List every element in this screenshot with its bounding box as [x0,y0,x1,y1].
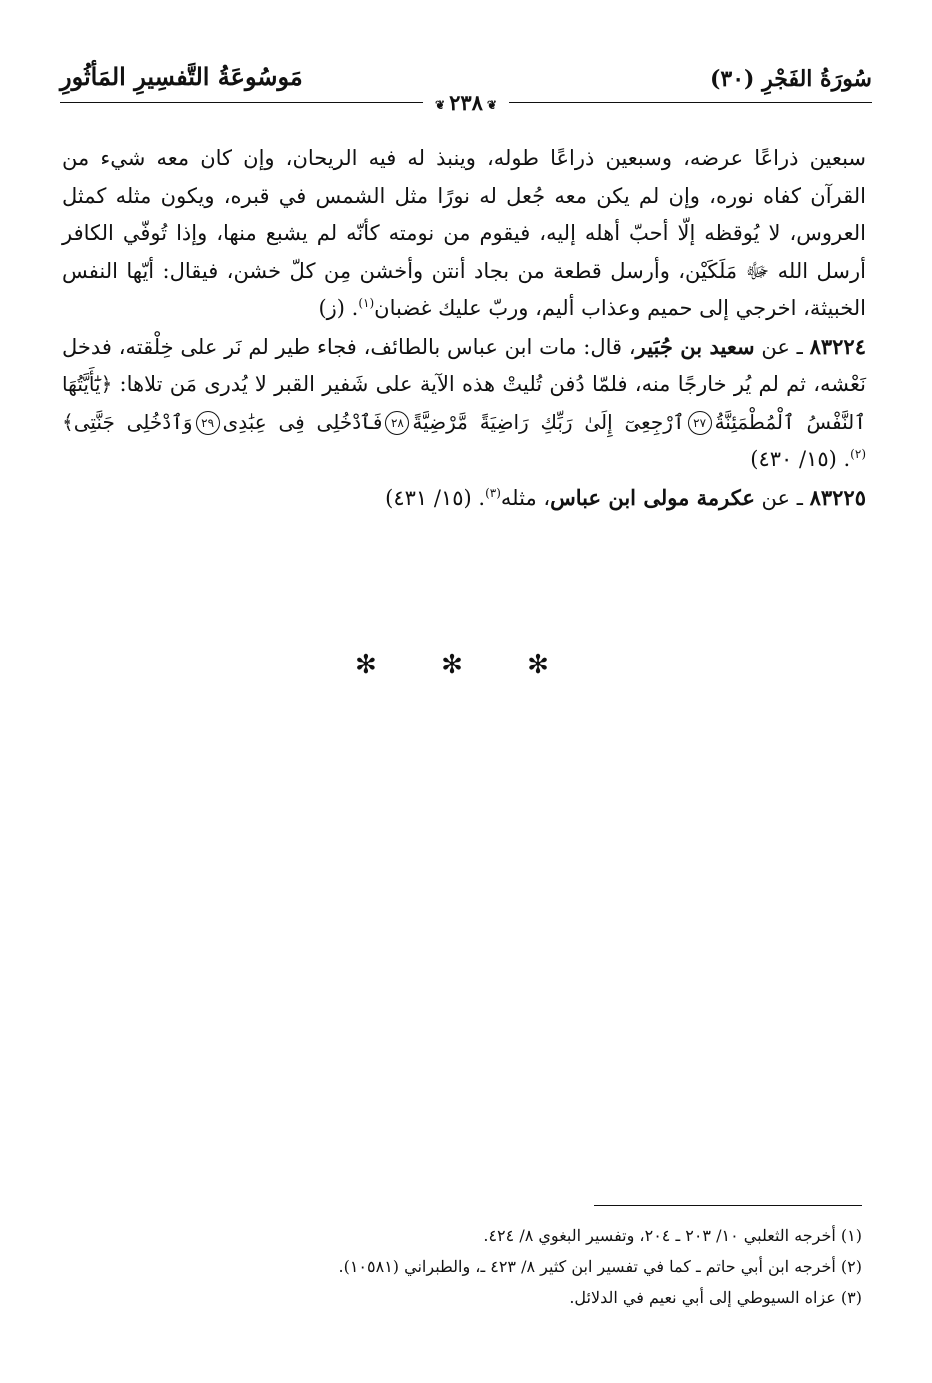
book-title: مَوسُوعَةُ التَّفسِيرِ المَأثُورِ [60,62,303,91]
page-number-block [423,90,509,115]
narration-83224 [62,328,866,479]
reference: . (١٥/ ٤٣٠) [750,447,851,471]
reference: . (١٥/ ٤٣١) [385,485,486,510]
quran-bracket-close: ﴾ [62,409,74,434]
ayah-number-28: ٢٨ [385,411,409,435]
reference: . (ز) [318,296,359,320]
verse-29: فَٱدْخُلِى فِى عِبَٰدِى [222,409,383,434]
ornament-icon: ❦ [435,97,446,112]
page-header [60,58,872,118]
narration-number: ٨٣٢٢٥ [809,484,866,510]
footnote-rule [594,1205,862,1206]
paragraph-1 [62,140,866,328]
verse-30: وَٱدْخُلِى جَنَّتِى [73,409,193,434]
footnote-3: (٣) عزاه السيوطي إلى أبي نعيم في الدلائل. [569,1288,862,1307]
ayah-number-27: ٢٧ [688,411,712,435]
main-text [62,140,866,517]
narration-lead: ـ عن [754,334,803,359]
narration-number: ٨٣٢٢٤ [809,333,866,359]
quran-bracket-open: ﴿ [100,372,113,396]
page-number: ٢٣٨ [449,90,483,115]
narrator-name: عكرمة مولى ابن عباس [550,484,755,510]
paragraph-text: سبعين ذراعًا عرضه، وسبعين ذراعًا طوله، وينبذ له فيه الريحان، وإن كان معه شيء من القرآن كفاه نوره، وإن لم يكن معه جُعل له نورًا مثل الشمس في قبره، ويكون مثله كمثل العروس، لا يُوقظه إلّا أحبّ أهله إليه، فيقوم من نومته كأنّه لم يشبع منها، وإذا تُوفّي الكافر أرسل الله ﷻ مَلَكَيْن، وأرسل قطعة من بجاد أنتن وأخشن مِن كلّ خشن، فيقال: أيّها النفس الخبيثة، اخرجي إلى حميم وعذاب أليم، وربّ عليك غضبان [62,146,866,320]
narrator-name: سعيد بن جُبَير [635,333,755,359]
narration-text: ، مثله [500,485,551,510]
ayah-number-29: ٢٩ [196,411,220,435]
verse-28: ٱرْجِعِىٓ إِلَىٰ رَبِّكِ رَاضِيَةً مَّرْضِيَّةً [412,409,685,434]
section-separator: ✻ ✻ ✻ [355,650,577,680]
verse-27: يَٰٓأَيَّتُهَا ٱلنَّفْسُ ٱلْمُطْمَئِنَّةُ [62,372,866,434]
footnotes [62,1220,862,1313]
narration-text: ، قال: مات ابن عباس بالطائف، فجاء طير لم نَر على خِلْقته، فدخل نَعْشه، ثم لم يُر خارجًا منه، فلمّا دُفن تُليتْ هذه الآية على شَفير القبر لا يُدرى مَن تلاها: [62,334,866,396]
footnote-marker[interactable]: (٢) [850,447,866,461]
narration-83225 [62,479,866,518]
footnote-marker[interactable]: (١) [358,296,375,310]
footnote-marker[interactable]: (٣) [485,485,501,500]
ornament-icon: ❦ [486,97,497,112]
surah-title: سُورَةُ الفَجْرِ (٣٠) [709,66,872,92]
footnote-2: (٢) أخرجه ابن أبي حاتم ـ كما في تفسير ابن كثير ٨/ ٤٢٣ ـ، والطبراني (١٠٥٨١). [338,1257,862,1276]
narration-lead: ـ عن [754,485,803,510]
footnote-1: (١) أخرجه الثعلبي ١٠/ ٢٠٣ ـ ٢٠٤، وتفسير البغوي ٨/ ٤٢٤. [483,1226,862,1245]
